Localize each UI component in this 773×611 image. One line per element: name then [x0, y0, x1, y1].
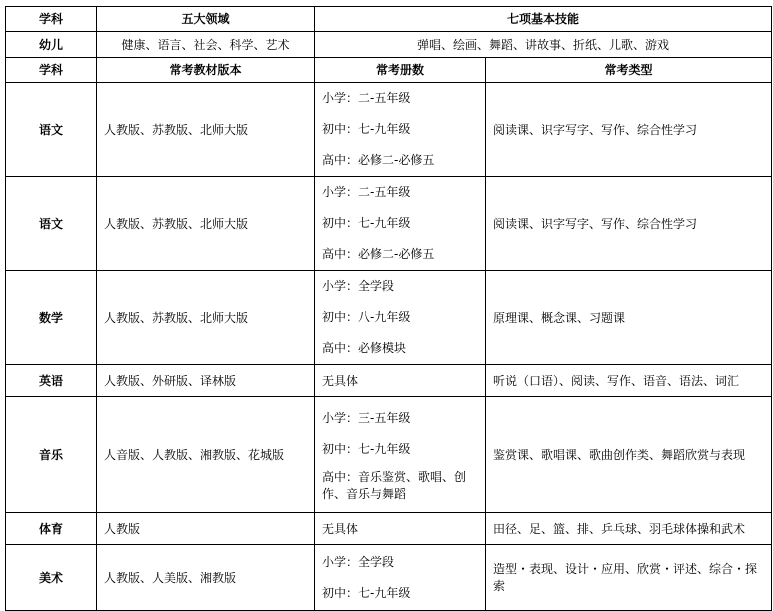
grade-line: 初中：七-九年级: [322, 216, 411, 230]
row-grades: 无具体: [315, 365, 486, 397]
grade-line: 初中：七-九年级: [322, 441, 411, 456]
row-editions: 人教版: [97, 513, 315, 545]
header-seven-skills: 七项基本技能: [315, 7, 772, 32]
row-types: 阅读课、识字写字、写作、综合性学习: [486, 177, 772, 271]
row-types: 听说（口语）、阅读、写作、语音、语法、词汇: [486, 365, 772, 397]
row-subject: 美术: [6, 545, 97, 611]
table-row: [6, 83, 772, 177]
grade-line: 小学：三-五年级: [322, 410, 411, 425]
subject-info-table: [5, 6, 772, 611]
header-five-domains: 五大领域: [97, 7, 315, 32]
row-subject: 语文: [6, 83, 97, 177]
row-editions: 人教版、苏教版、北师大版: [97, 271, 315, 365]
header-subject-2: 学科: [6, 58, 97, 83]
header-editions: 常考教材版本: [97, 58, 315, 83]
table-row: [6, 177, 772, 271]
header-grades: 常考册数: [315, 58, 486, 83]
row-editions: 人教版、苏教版、北师大版: [97, 177, 315, 271]
grade-line: 初中：七-九年级: [322, 122, 411, 136]
header-subject: 学科: [6, 7, 97, 32]
row-types: [486, 545, 772, 611]
table-row: [6, 365, 772, 397]
kindergarten-domains: 健康、语言、社会、科学、艺术: [97, 32, 315, 58]
row-grades: [315, 397, 486, 513]
grade-line: 小学：全学段: [322, 279, 395, 293]
grade-line: 高中：音乐鉴赏、歌唱、创作、音乐与舞蹈: [322, 469, 467, 501]
row-types: 田径、足、篮、排、乒乓球、羽毛球体操和武术: [486, 513, 772, 545]
grade-line: 高中：必修二-必修五: [322, 247, 435, 261]
row-grades: 无具体: [315, 513, 486, 545]
row-types: 鉴赏课、歌唱课、歌曲创作类、舞蹈欣赏与表现: [486, 397, 772, 513]
row-subject: 数学: [6, 271, 97, 365]
table-row: [6, 513, 772, 545]
row-editions: 人教版、苏教版、北师大版: [97, 83, 315, 177]
row-editions: 人教版、外研版、译林版: [97, 365, 315, 397]
grade-line: 初中：七-九年级: [322, 585, 411, 600]
grade-line: 小学：全学段: [322, 554, 395, 569]
grade-line: 高中：必修二-必修五: [322, 153, 435, 167]
row-subject: 语文: [6, 177, 97, 271]
row-editions: 人教版、人美版、湘教版: [97, 545, 315, 611]
table-row: [6, 397, 772, 513]
grade-line: 小学：二-五年级: [322, 185, 411, 199]
kindergarten-row: [6, 32, 772, 58]
row-subject: 英语: [6, 365, 97, 397]
table-row: [6, 545, 772, 611]
kindergarten-subject: 幼儿: [6, 32, 97, 58]
row-subject: 体育: [6, 513, 97, 545]
row-editions: 人音版、人教版、湘教版、花城版: [97, 397, 315, 513]
header-row-subjects: [6, 58, 772, 83]
grade-line: 小学：二-五年级: [322, 91, 411, 105]
row-subject: 音乐: [6, 397, 97, 513]
row-types-text: 造型・表现、设计・应用、欣赏・评述、综合・探索: [493, 561, 758, 593]
kindergarten-skills: 弹唱、绘画、舞蹈、讲故事、折纸、儿歌、游戏: [315, 32, 772, 58]
row-grades: [315, 177, 486, 271]
table-row: [6, 271, 772, 365]
row-grades: [315, 83, 486, 177]
row-grades: [315, 545, 486, 611]
grade-line: 初中：八-九年级: [322, 310, 411, 324]
row-types: 阅读课、识字写字、写作、综合性学习: [486, 83, 772, 177]
header-types: 常考类型: [486, 58, 772, 83]
header-row-kindergarten: [6, 7, 772, 32]
row-grades: [315, 271, 486, 365]
grade-line: 高中：必修模块: [322, 341, 407, 355]
row-types: 原理课、概念课、习题课: [486, 271, 772, 365]
